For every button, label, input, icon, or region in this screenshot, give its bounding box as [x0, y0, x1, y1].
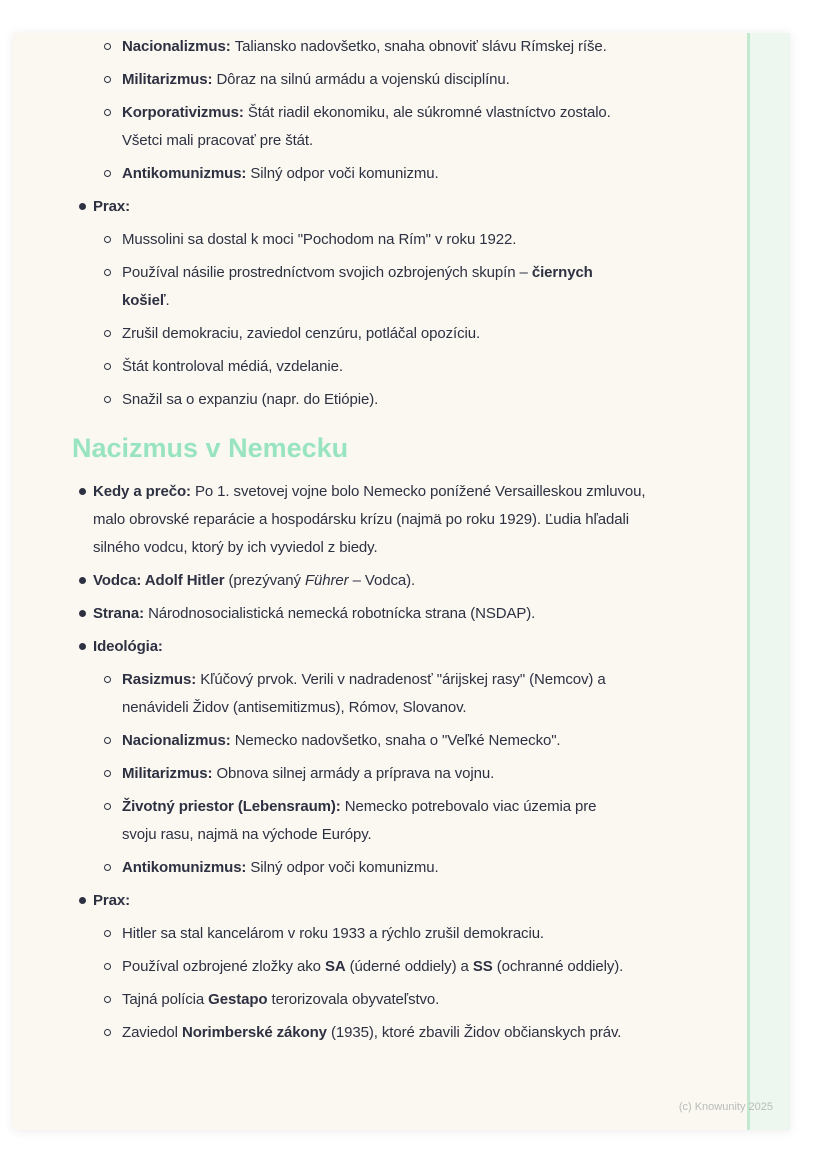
sub-bullet-item — [93, 160, 762, 188]
text-run: Tajná polícia — [122, 991, 209, 1008]
text-run: – Vodca). — [348, 572, 416, 589]
bold-text: Rasizmus: — [122, 671, 201, 688]
bullet-circle-icon — [104, 269, 111, 276]
bullet-circle-icon — [104, 76, 111, 83]
bullet-item — [72, 193, 762, 414]
section-heading-nazism: Nacizmus v Nemecku — [72, 433, 349, 463]
bullet-text — [122, 854, 634, 882]
bullet-disc-icon — [79, 643, 86, 650]
bold-text: SA — [324, 958, 346, 975]
bullet-text — [122, 353, 634, 381]
bold-text: Ideológia: — [93, 638, 163, 655]
text-run: . — [165, 292, 170, 309]
text-run: Štát kontroloval médiá, vzdelanie. — [122, 358, 343, 375]
text-run: Používal ozbrojené zložky ako — [122, 958, 325, 975]
text-run: Nemecko potrebovalo viac územia pre svoju rasu, najmä na východe Európy. — [122, 798, 597, 843]
sub-bullet-item — [93, 727, 762, 755]
bullet-circle-icon — [104, 996, 111, 1003]
sub-bullet-list — [93, 226, 762, 414]
bullet-text — [122, 953, 634, 981]
bullet-circle-icon — [104, 1029, 111, 1036]
copyright-footer: (c) Knowunity 2025 — [678, 1101, 773, 1113]
bullet-circle-icon — [104, 236, 111, 243]
sub-bullet-item — [93, 66, 762, 94]
bullet-text — [122, 1019, 634, 1047]
bullet-text — [122, 259, 634, 315]
text-run: Obnova silnej armády a príprava na vojnu. — [216, 765, 495, 782]
bullet-text — [122, 66, 634, 94]
sub-bullet-list — [93, 666, 762, 882]
bullet-text — [122, 99, 634, 155]
bold-text: SS — [472, 958, 493, 975]
bullet-circle-icon — [104, 396, 111, 403]
bullet-text — [122, 386, 634, 414]
text-run: Zaviedol — [122, 1024, 182, 1041]
sub-bullet-item — [93, 353, 762, 381]
bullet-text — [93, 193, 648, 221]
sub-bullet-item — [93, 920, 762, 948]
sub-bullet-item — [93, 854, 762, 882]
bullet-text — [122, 986, 634, 1014]
fascism-prax-list — [72, 193, 762, 414]
sub-bullet-item — [93, 666, 762, 722]
bold-text: Prax: — [93, 198, 131, 215]
text-run: Dôraz na silnú armádu a vojenskú disciplínu. — [216, 71, 510, 88]
bullet-circle-icon — [104, 109, 111, 116]
text-run: (prezývaný — [228, 572, 305, 589]
text-run: Taliansko nadovšetko, snaha obnoviť slávu Rímskej ríše. — [234, 38, 607, 55]
sub-bullet-item — [93, 99, 762, 155]
bullet-disc-icon — [79, 897, 86, 904]
bullet-text — [122, 727, 634, 755]
bullet-text — [122, 160, 634, 188]
bold-text: Kedy a prečo: — [93, 483, 195, 500]
bold-text: Nacionalizmus: — [122, 732, 235, 749]
bullet-text — [93, 478, 648, 562]
nazism-list — [72, 478, 762, 1047]
bullet-circle-icon — [104, 330, 111, 337]
bullet-disc-icon — [79, 488, 86, 495]
text-run: Používal násilie prostredníctvom svojich ozbrojených skupín – — [122, 264, 532, 281]
bold-text: Prax: — [93, 892, 131, 909]
bullet-text — [93, 600, 648, 628]
bullet-text — [122, 33, 634, 61]
bold-text: Vodca: Adolf Hitler — [93, 572, 229, 589]
bullet-circle-icon — [104, 170, 111, 177]
bullet-item — [72, 887, 762, 1047]
text-run: Silný odpor voči komunizmu. — [250, 165, 439, 182]
bullet-circle-icon — [104, 930, 111, 937]
bullet-text — [122, 666, 634, 722]
text-run: Štát riadil ekonomiku, ale súkromné vlastníctvo zostalo. Všetci mali pracovať pre štát. — [122, 104, 611, 149]
bullet-item — [72, 633, 762, 882]
bold-text: Strana: — [93, 605, 149, 622]
text-run: Silný odpor voči komunizmu. — [250, 859, 439, 876]
bullet-circle-icon — [104, 43, 111, 50]
bullet-circle-icon — [104, 803, 111, 810]
bullet-circle-icon — [104, 363, 111, 370]
bold-text: Militarizmus: — [122, 765, 217, 782]
text-run: Hitler sa stal kancelárom v roku 1933 a rýchlo zrušil demokraciu. — [122, 925, 545, 942]
bold-text: Životný priestor (Lebensraum): — [122, 798, 345, 815]
text-run: Snažil sa o expanziu (napr. do Etiópie). — [122, 391, 379, 408]
bold-text: Antikomunizmus: — [122, 165, 251, 182]
bullet-text — [93, 633, 648, 661]
bullet-text — [122, 226, 634, 254]
bullet-item — [72, 600, 762, 628]
text-run: Mussolini sa dostal k moci "Pochodom na Rím" v roku 1922. — [122, 231, 517, 248]
sub-bullet-item — [93, 1019, 762, 1047]
bold-text: Nacionalizmus: — [122, 38, 235, 55]
text-run: Národnosocialistická nemecká robotnícka strana (NSDAP). — [148, 605, 536, 622]
bullet-circle-icon — [104, 770, 111, 777]
text-run: (úderné oddiely) a — [345, 958, 473, 975]
bullet-text — [93, 567, 648, 595]
italic-text: Führer — [304, 572, 349, 589]
fascism-ideology-sublist — [93, 33, 762, 188]
text-run: Nemecko nadovšetko, snaha o "Veľké Nemecko". — [234, 732, 561, 749]
bullet-text — [122, 760, 634, 788]
text-run: (1935), ktoré zbavili Židov občianskych práv. — [326, 1024, 622, 1041]
bold-text: Korporativizmus: — [122, 104, 248, 121]
text-run: Zrušil demokraciu, zaviedol cenzúru, potláčal opozíciu. — [122, 325, 481, 342]
bullet-text — [122, 793, 634, 849]
document-content — [72, 33, 762, 1052]
text-run: terorizovala obyvateľstvo. — [267, 991, 440, 1008]
sub-bullet-item — [93, 33, 762, 61]
sub-bullet-item — [93, 793, 762, 849]
document-page — [13, 33, 790, 1130]
bullet-disc-icon — [79, 610, 86, 617]
bullet-circle-icon — [104, 963, 111, 970]
sub-bullet-item — [93, 226, 762, 254]
bullet-text — [122, 920, 634, 948]
bold-text: Antikomunizmus: — [122, 859, 251, 876]
bullet-circle-icon — [104, 737, 111, 744]
bold-text: čiernych košieľ — [122, 264, 593, 309]
sub-bullet-item — [93, 986, 762, 1014]
text-run: (ochranné oddiely). — [492, 958, 624, 975]
sub-bullet-item — [93, 320, 762, 348]
bullet-disc-icon — [79, 203, 86, 210]
text-run: Kľúčový prvok. Verili v nadradenosť "árijskej rasy" (Nemcov) a nenávideli Židov (antisemitizmus), Rómov, Slovanov. — [122, 671, 606, 716]
bullet-text — [93, 887, 648, 915]
sub-bullet-item — [93, 259, 762, 315]
bold-text: Norimberské zákony — [181, 1024, 327, 1041]
sub-bullet-item — [93, 386, 762, 414]
bold-text: Gestapo — [208, 991, 268, 1008]
sub-bullet-item — [93, 760, 762, 788]
bold-text: Militarizmus: — [122, 71, 217, 88]
text-run: Po 1. svetovej vojne bolo Nemecko ponížené Versailleskou zmluvou, malo obrovské reparácie a hospodársku krízu (najmä po roku 1929). Ľudia hľadali silného vodcu, ktorý by ich vyviedol z biedy. — [93, 483, 646, 556]
bullet-item — [72, 478, 762, 562]
sub-bullet-item — [93, 953, 762, 981]
sub-bullet-list — [93, 920, 762, 1047]
bullet-text — [122, 320, 634, 348]
bullet-disc-icon — [79, 577, 86, 584]
bullet-circle-icon — [104, 864, 111, 871]
bullet-item — [72, 567, 762, 595]
bullet-circle-icon — [104, 676, 111, 683]
